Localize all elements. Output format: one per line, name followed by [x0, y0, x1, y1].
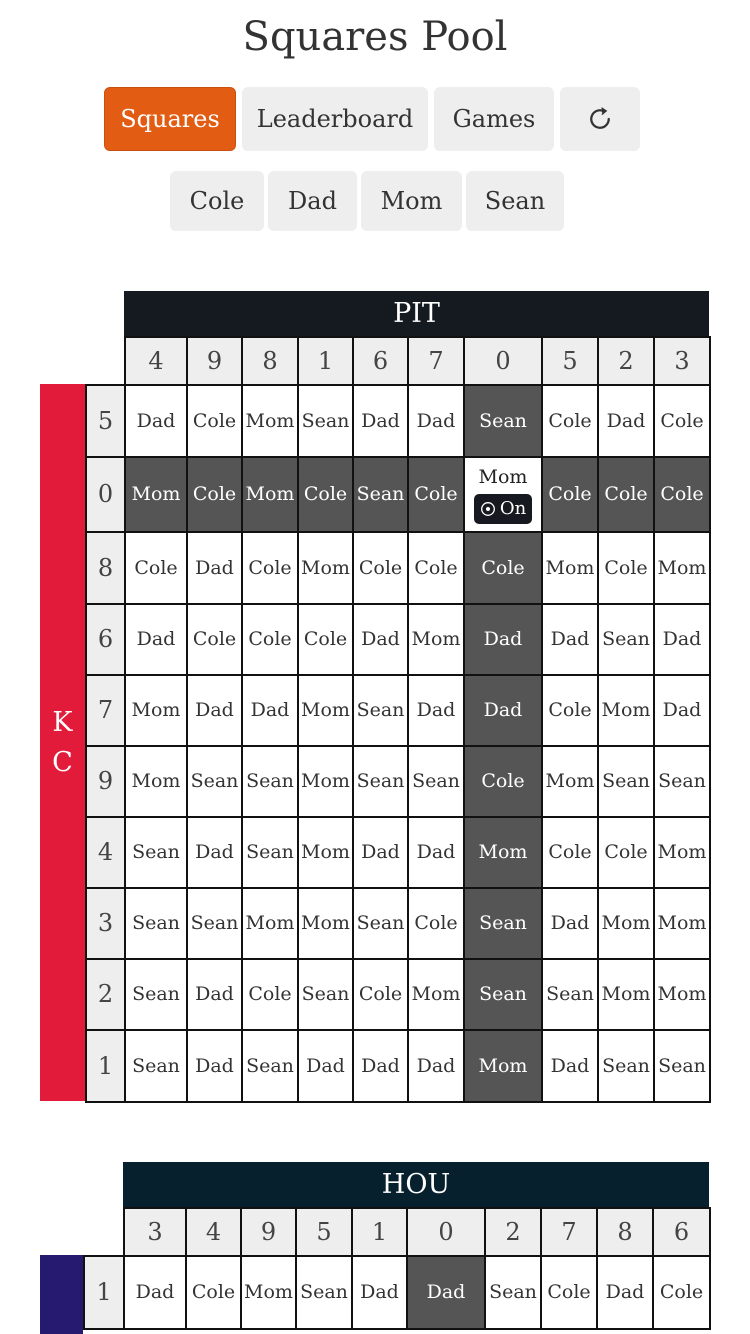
square-cell[interactable]: Mom [408, 604, 464, 675]
square-cell[interactable]: Dad [598, 385, 654, 457]
player-filter-dad[interactable]: Dad [268, 171, 357, 231]
square-cell[interactable]: Mom [598, 675, 654, 746]
column-digit: 1 [298, 337, 353, 385]
square-cell[interactable]: Sean [125, 959, 187, 1030]
row-digit: 8 [86, 532, 125, 604]
square-cell[interactable]: Mom [298, 675, 353, 746]
square-cell[interactable]: Dad [124, 1256, 186, 1329]
square-cell[interactable]: Mom [654, 817, 710, 888]
square-cell[interactable]: Mom [298, 888, 353, 959]
on-badge [474, 494, 532, 524]
square-cell[interactable]: Cole [464, 746, 542, 817]
tab-games[interactable]: Games [434, 87, 554, 151]
refresh-button[interactable] [560, 87, 640, 151]
square-cell[interactable]: Sean [654, 746, 710, 817]
square-cell[interactable]: Dad [242, 675, 298, 746]
square-cell[interactable]: Dad [407, 1256, 485, 1329]
column-digit: 5 [296, 1208, 352, 1256]
grid-row [86, 746, 710, 817]
square-cell[interactable]: Cole [298, 604, 353, 675]
square-cell[interactable]: Cole [464, 532, 542, 604]
square-cell[interactable]: Sean [598, 604, 654, 675]
square-cell[interactable]: Mom [298, 532, 353, 604]
square-cell[interactable]: Cole [654, 457, 710, 532]
square-cell[interactable]: Dad [464, 675, 542, 746]
grid-row [86, 457, 710, 532]
column-digit: 9 [241, 1208, 296, 1256]
square-cell[interactable]: Cole [654, 385, 710, 457]
column-digit: 0 [464, 337, 542, 385]
square-cell[interactable]: Sean [187, 888, 242, 959]
column-digit: 2 [485, 1208, 541, 1256]
tab-squares[interactable]: Squares [104, 87, 236, 151]
side-team-label [40, 384, 85, 1101]
row-digit: 1 [86, 1030, 125, 1102]
square-cell[interactable]: Cole [187, 457, 242, 532]
square-cell[interactable]: Cole [187, 385, 242, 457]
grid-row [86, 604, 710, 675]
square-cell[interactable] [464, 457, 542, 532]
player-filter-mom[interactable]: Mom [361, 171, 462, 231]
square-cell[interactable]: Dad [353, 385, 408, 457]
square-cell[interactable]: Cole [408, 532, 464, 604]
square-cell[interactable]: Mom [654, 532, 710, 604]
squares-grid [85, 336, 711, 1103]
square-cell[interactable]: Dad [187, 817, 242, 888]
side-team-letter: C [52, 746, 73, 778]
square-cell[interactable]: Mom [598, 888, 654, 959]
column-digit: 3 [124, 1208, 186, 1256]
square-cell[interactable]: Dad [542, 888, 598, 959]
square-cell[interactable]: Sean [242, 1030, 298, 1102]
square-cell[interactable]: Sean [353, 457, 408, 532]
square-cell[interactable]: Mom [298, 817, 353, 888]
grid-row [84, 1256, 710, 1329]
square-cell[interactable]: Sean [464, 385, 542, 457]
column-digit: 0 [407, 1208, 485, 1256]
square-cell[interactable]: Mom [542, 532, 598, 604]
square-cell[interactable]: Sean [242, 817, 298, 888]
square-cell[interactable]: Cole [542, 675, 598, 746]
square-cell[interactable]: Sean [298, 959, 353, 1030]
square-cell[interactable]: Sean [654, 1030, 710, 1102]
square-cell[interactable]: Cole [542, 817, 598, 888]
square-cell[interactable]: Mom [125, 746, 187, 817]
square-cell[interactable]: Dad [353, 817, 408, 888]
column-digit: 5 [542, 337, 598, 385]
badge-label: On [499, 498, 527, 519]
square-cell[interactable]: Dad [597, 1256, 653, 1329]
top-team-label: HOU [123, 1162, 709, 1207]
square-cell[interactable]: Sean [408, 746, 464, 817]
square-cell[interactable]: Mom [242, 385, 298, 457]
square-cell[interactable]: Sean [485, 1256, 541, 1329]
column-digit: 3 [654, 337, 710, 385]
square-cell[interactable]: Dad [352, 1256, 407, 1329]
square-cell[interactable]: Dad [542, 1030, 598, 1102]
square-cell[interactable]: Cole [598, 817, 654, 888]
column-digit: 7 [408, 337, 464, 385]
column-digit: 7 [541, 1208, 597, 1256]
square-cell[interactable]: Cole [186, 1256, 241, 1329]
column-digit: 8 [597, 1208, 653, 1256]
row-digit: 1 [84, 1256, 124, 1329]
square-cell[interactable]: Mom [408, 959, 464, 1030]
square-cell[interactable]: Dad [187, 1030, 242, 1102]
square-cell[interactable]: Sean [598, 746, 654, 817]
row-digit: 6 [86, 604, 125, 675]
square-cell[interactable]: Dad [654, 675, 710, 746]
row-digit: 7 [86, 675, 125, 746]
square-cell[interactable]: Mom [654, 959, 710, 1030]
square-cell[interactable]: Sean [464, 888, 542, 959]
square-cell[interactable]: Cole [125, 532, 187, 604]
column-digit: 4 [186, 1208, 241, 1256]
square-cell[interactable]: Sean [242, 746, 298, 817]
square-cell[interactable]: Sean [125, 1030, 187, 1102]
square-cell[interactable]: Dad [464, 604, 542, 675]
square-cell[interactable]: Cole [408, 888, 464, 959]
row-digit: 2 [86, 959, 125, 1030]
square-cell[interactable]: Dad [408, 817, 464, 888]
square-cell[interactable]: Mom [654, 888, 710, 959]
corner [84, 1208, 124, 1256]
square-owner: Mom [478, 466, 528, 488]
grid-row [86, 888, 710, 959]
square-cell[interactable]: Sean [187, 746, 242, 817]
square-cell[interactable]: Mom [464, 1030, 542, 1102]
refresh-icon [585, 104, 615, 134]
square-cell[interactable]: Dad [125, 604, 187, 675]
square-cell[interactable]: Cole [242, 532, 298, 604]
square-cell[interactable]: Cole [242, 959, 298, 1030]
square-cell[interactable]: Cole [542, 457, 598, 532]
square-cell[interactable]: Mom [125, 675, 187, 746]
square-cell[interactable]: Mom [464, 817, 542, 888]
square-cell[interactable]: Mom [598, 959, 654, 1030]
square-cell[interactable]: Mom [298, 746, 353, 817]
square-cell[interactable]: Cole [598, 457, 654, 532]
square-cell[interactable]: Mom [242, 888, 298, 959]
square-cell[interactable]: Cole [408, 457, 464, 532]
grid-row [86, 675, 710, 746]
square-cell[interactable]: Sean [298, 385, 353, 457]
square-cell[interactable]: Sean [125, 817, 187, 888]
column-digit: 1 [352, 1208, 407, 1256]
square-cell[interactable]: Dad [298, 1030, 353, 1102]
square-cell[interactable]: Sean [353, 888, 408, 959]
top-team-label: PIT [124, 291, 709, 336]
square-cell[interactable]: Cole [598, 532, 654, 604]
row-digit: 4 [86, 817, 125, 888]
column-digit: 2 [598, 337, 654, 385]
column-digit: 4 [125, 337, 187, 385]
side-team-letter: K [52, 706, 73, 738]
square-cell[interactable]: Mom [125, 457, 187, 532]
corner [86, 337, 125, 385]
row-digit: 9 [86, 746, 125, 817]
square-cell[interactable]: Sean [353, 675, 408, 746]
square-cell[interactable]: Sean [296, 1256, 352, 1329]
grid-row [86, 385, 710, 457]
square-cell[interactable]: Dad [187, 959, 242, 1030]
grid-row [86, 1030, 710, 1102]
square-cell[interactable]: Dad [353, 1030, 408, 1102]
grid-row [86, 532, 710, 604]
column-digit: 6 [353, 337, 408, 385]
target-icon [480, 501, 496, 517]
square-cell[interactable]: Dad [408, 1030, 464, 1102]
square-cell[interactable]: Mom [542, 746, 598, 817]
column-digits-row [84, 1208, 710, 1256]
square-cell[interactable]: Cole [542, 385, 598, 457]
square-cell[interactable]: Mom [242, 457, 298, 532]
row-digit: 0 [86, 457, 125, 532]
player-filter-sean[interactable]: Sean [466, 171, 564, 231]
grid-row [86, 817, 710, 888]
player-filter-cole[interactable]: Cole [170, 171, 264, 231]
square-cell[interactable]: Dad [353, 604, 408, 675]
page-title: Squares Pool [242, 14, 508, 60]
square-cell[interactable]: Cole [541, 1256, 597, 1329]
square-cell[interactable]: Dad [542, 604, 598, 675]
row-digit: 5 [86, 385, 125, 457]
column-digit: 8 [242, 337, 298, 385]
square-cell[interactable]: Dad [408, 385, 464, 457]
tab-leaderboard[interactable]: Leaderboard [242, 87, 428, 151]
square-cell[interactable]: Mom [241, 1256, 296, 1329]
square-cell[interactable]: Sean [353, 746, 408, 817]
square-cell[interactable]: Cole [653, 1256, 710, 1329]
square-cell[interactable]: Sean [542, 959, 598, 1030]
square-cell[interactable]: Cole [298, 457, 353, 532]
square-cell[interactable]: Sean [464, 959, 542, 1030]
grid-row [86, 959, 710, 1030]
column-digits-row [86, 337, 710, 385]
square-cell[interactable]: Dad [654, 604, 710, 675]
square-cell[interactable]: Cole [187, 604, 242, 675]
square-cell[interactable]: Cole [353, 532, 408, 604]
square-cell[interactable]: Dad [187, 532, 242, 604]
square-cell[interactable]: Dad [187, 675, 242, 746]
column-digit: 9 [187, 337, 242, 385]
side-team-label [40, 1255, 83, 1334]
square-cell[interactable]: Cole [353, 959, 408, 1030]
square-cell[interactable]: Sean [125, 888, 187, 959]
square-cell[interactable]: Cole [242, 604, 298, 675]
square-cell[interactable]: Dad [125, 385, 187, 457]
column-digit: 6 [653, 1208, 710, 1256]
square-cell[interactable]: Dad [408, 675, 464, 746]
row-digit: 3 [86, 888, 125, 959]
squares-grid [83, 1207, 711, 1330]
square-cell[interactable]: Sean [598, 1030, 654, 1102]
